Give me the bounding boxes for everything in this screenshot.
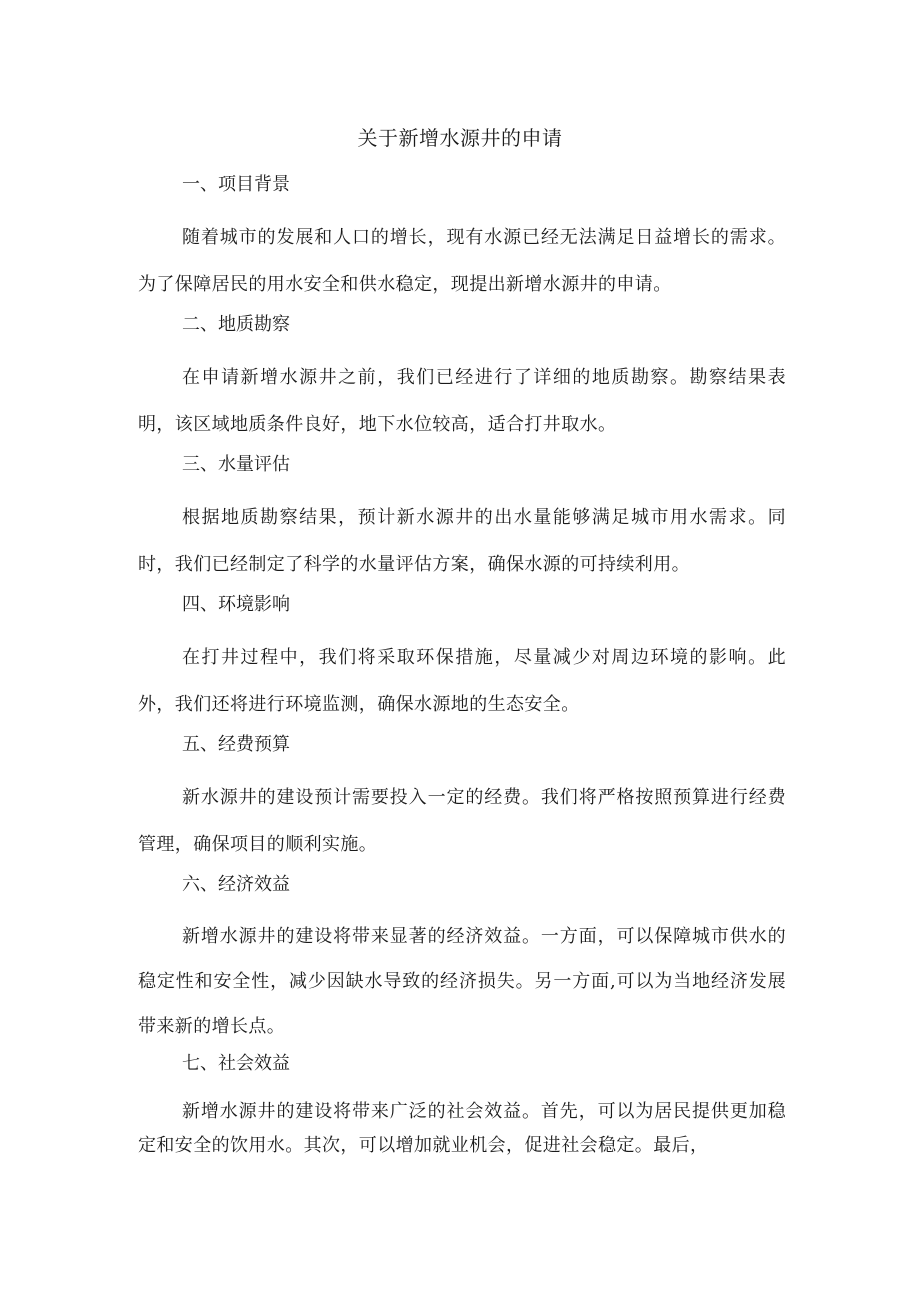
section-economic-benefit (138, 870, 786, 1049)
section-budget (138, 730, 786, 868)
section-social-benefit (138, 1049, 786, 1163)
section-paragraph: 在申请新增水源井之前，我们已经进行了详细的地质勘察。勘察结果表明，该区域地质条件良好，地下水位较高，适合打井取水。 (138, 367, 786, 435)
section-heading: 七、社会效益 (182, 1053, 290, 1074)
section-heading: 一、项目背景 (182, 174, 290, 195)
section-paragraph: 新水源井的建设预计需要投入一定的经费。我们将严格按照预算进行经费管理，确保项目的顺利实施。 (138, 787, 786, 855)
section-geology (138, 310, 786, 448)
section-background (138, 170, 786, 308)
section-heading: 六、经济效益 (182, 874, 290, 895)
section-water-assessment (138, 450, 786, 588)
section-heading: 三、水量评估 (182, 454, 290, 475)
section-paragraph: 在打井过程中，我们将采取环保措施，尽量减少对周边环境的影响。此外，我们还将进行环境监测，确保水源地的生态安全。 (138, 647, 786, 715)
section-paragraph: 随着城市的发展和人口的增长，现有水源已经无法满足日益增长的需求。为了保障居民的用水安全和供水稳定，现提出新增水源井的申请。 (138, 227, 786, 295)
section-paragraph: 新增水源井的建设将带来显著的经济效益。一方面，可以保障城市供水的稳定性和安全性，减少因缺水导致的经济损失。另一方面,可以为当地经济发展带来新的增长点。 (138, 926, 786, 1037)
document-body (138, 170, 786, 1165)
section-environment (138, 590, 786, 728)
document-title: 关于新增水源井的申请 (357, 126, 563, 150)
section-heading: 二、地质勘察 (182, 314, 290, 335)
section-heading: 五、经费预算 (182, 734, 290, 755)
section-paragraph: 根据地质勘察结果，预计新水源井的出水量能够满足城市用水需求。同时，我们已经制定了科学的水量评估方案，确保水源的可持续利用。 (138, 507, 786, 575)
section-paragraph: 新增水源井的建设将带来广泛的社会效益。首先，可以为居民提供更加稳定和安全的饮用水。其次，可以增加就业机会，促进社会稳定。最后， (138, 1101, 786, 1156)
section-heading: 四、环境影响 (182, 594, 290, 615)
